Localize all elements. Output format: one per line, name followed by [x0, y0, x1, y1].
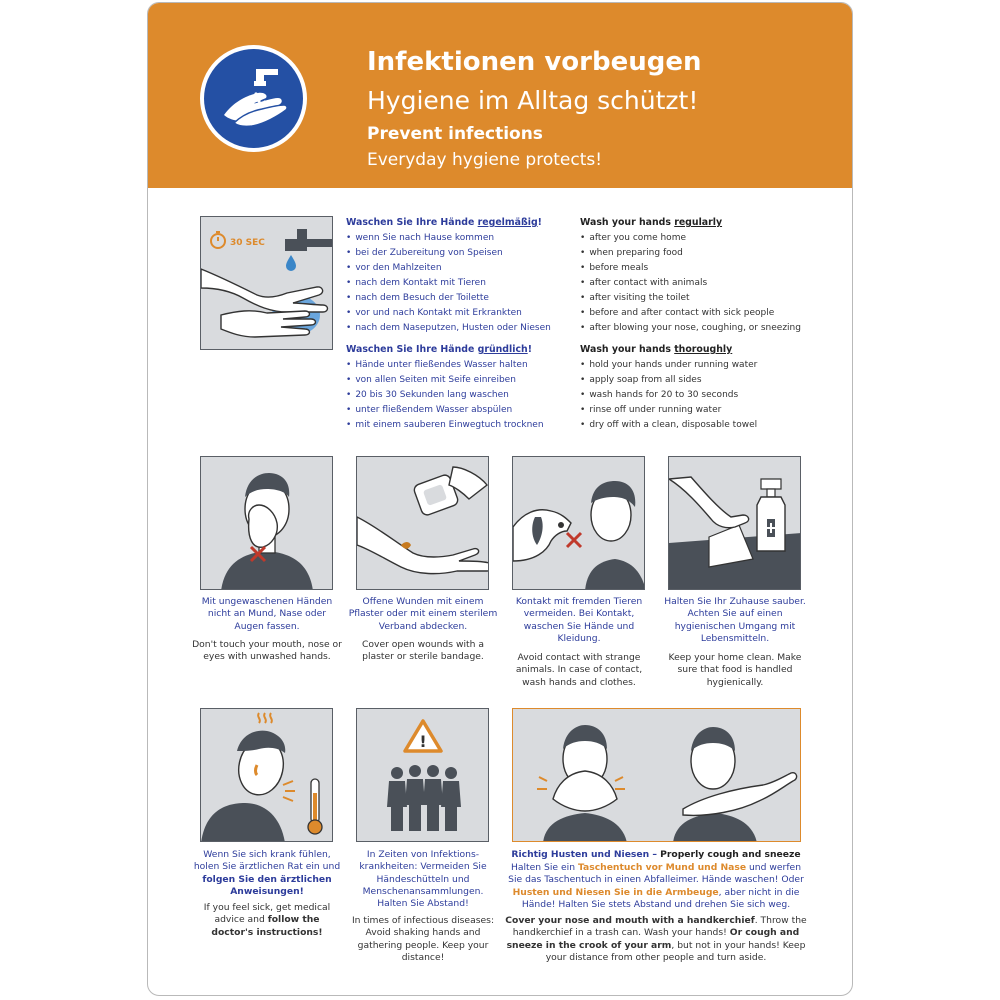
crowd-warning-icon [356, 708, 489, 842]
title-en: Prevent infections [367, 124, 543, 144]
cough-title: Richtig Husten und Niesen – Properly cough and sneeze [511, 849, 801, 860]
wash-regularly-list-en [580, 231, 801, 336]
wound-plaster-icon [356, 456, 489, 590]
list-item: • dry off with a clean, disposable towel [580, 418, 757, 433]
list-item: • vor und nach Kontakt mit Erkrankten [346, 306, 551, 321]
tip-1-text-en: Don't touch your mouth, nose or eyes with unwashed hands. [192, 639, 342, 663]
hand-washing-mandatory-sign-icon [200, 45, 307, 152]
tip-1-text-de: Mit ungewaschenen Händen nicht an Mund, Nase oder Augen fassen. [201, 596, 333, 632]
subtitle-de: Hygiene im Alltag schützt! [367, 86, 699, 115]
subtitle-en: Everyday hygiene protects! [367, 150, 603, 170]
list-item: • von allen Seiten mit Seife einreiben [346, 373, 544, 388]
list-item: • unter fließendem Wasser abspülen [346, 403, 544, 418]
list-item: • before meals [580, 261, 801, 276]
hand-washing-illustration [200, 216, 333, 350]
list-item: • nach dem Kontakt mit Tieren [346, 276, 551, 291]
cough-text-en: Cover your nose and mouth with a handkerchief. Throw the handkerchief in a trash can. Wash your hands! Or cough and sneeze in the crook of your arm, but not in your hands! Keep your distance from other people and turn aside. [505, 915, 807, 963]
wash-thoroughly-list-en [580, 358, 757, 433]
warning-exclamation: ! [419, 732, 427, 751]
list-item: • apply soap from all sides [580, 373, 757, 388]
list-item: • hold your hands under running water [580, 358, 757, 373]
hygiene-poster [147, 2, 853, 996]
wash-thoroughly-list-de [346, 358, 544, 433]
list-item: • when preparing food [580, 246, 801, 261]
sick-person-thermometer-icon [200, 708, 333, 842]
timer-label: 30 SEC [230, 238, 265, 248]
crowds-text-de: In Zeiten von Infektions-krankheiten: Vermeiden Sie Händeschütteln und Menschenansammlungen. Halten Sie Abstand! [359, 849, 487, 910]
title-de: Infektionen vorbeugen [367, 47, 702, 77]
list-item: • 20 bis 30 Sekunden lang waschen [346, 388, 544, 403]
tip-4-text-en: Keep your home clean. Make sure that food is handled hygienically. [668, 652, 802, 688]
sick-text-en: If you feel sick, get medical advice and follow the doctor's instructions! [203, 902, 331, 938]
list-item: • before and after contact with sick people [580, 306, 801, 321]
wash-thoroughly-title-en: Wash your hands thoroughly [580, 344, 733, 355]
poster-header [148, 3, 853, 188]
sick-text-de: Wenn Sie sich krank fühlen, holen Sie ärztlichen Rat ein und folgen Sie den ärztlichen Anweisungen! [193, 849, 341, 897]
list-item: • bei der Zubereitung von Speisen [346, 246, 551, 261]
tip-3-text-en: Avoid contact with strange animals. In case of contact, wash hands and clothes. [515, 652, 643, 688]
list-item: • after blowing your nose, coughing, or sneezing [580, 321, 801, 336]
list-item: • wash hands for 20 to 30 seconds [580, 388, 757, 403]
list-item: • wenn Sie nach Hause kommen [346, 231, 551, 246]
cough-sneeze-etiquette-icon [512, 708, 801, 842]
cleaning-spray-icon [668, 456, 801, 590]
wash-regularly-list-de [346, 231, 551, 336]
list-item: • nach dem Naseputzen, Husten oder Niesen [346, 321, 551, 336]
list-item: • after contact with animals [580, 276, 801, 291]
wash-thoroughly-title-de: Waschen Sie Ihre Hände gründlich! [346, 344, 532, 355]
cough-text-de: Halten Sie ein Taschentuch vor Mund und Nase und werfen Sie das Taschentuch in einen Abfalleimer. Hände waschen! Oder Husten und Niesen Sie in die Armbeuge, aber nicht in die Hände! Halten Sie stets Abstand und drehen Sie sich weg. [508, 862, 804, 910]
no-animal-contact-icon [512, 456, 645, 590]
crowds-text-en: In times of infectious diseases: Avoid shaking hands and gathering people. Keep your distance! [351, 915, 495, 963]
list-item: • rinse off under running water [580, 403, 757, 418]
list-item: • Hände unter fließendes Wasser halten [346, 358, 544, 373]
wash-regularly-title-de: Waschen Sie Ihre Hände regelmäßig! [346, 217, 542, 228]
list-item: • after visiting the toilet [580, 291, 801, 306]
no-face-touching-icon [200, 456, 333, 590]
list-item: • vor den Mahlzeiten [346, 261, 551, 276]
list-item: • mit einem sauberen Einwegtuch trocknen [346, 418, 544, 433]
tip-2-text-de: Offene Wunden mit einem Pflaster oder mit einem sterilem Verband abdecken. [348, 596, 498, 632]
wash-regularly-title-en: Wash your hands regularly [580, 217, 723, 228]
tip-2-text-en: Cover open wounds with a plaster or sterile bandage. [361, 639, 485, 663]
tip-4-text-de: Halten Sie Ihr Zuhause sauber. Achten Sie auf einen hygienischen Umgang mit Lebensmitteln. [664, 596, 806, 644]
list-item: • nach dem Besuch der Toilette [346, 291, 551, 306]
tip-3-text-de: Kontakt mit fremden Tieren vermeiden. Bei Kontakt, waschen Sie Hände und Kleidung. [515, 596, 643, 644]
list-item: • after you come home [580, 231, 801, 246]
